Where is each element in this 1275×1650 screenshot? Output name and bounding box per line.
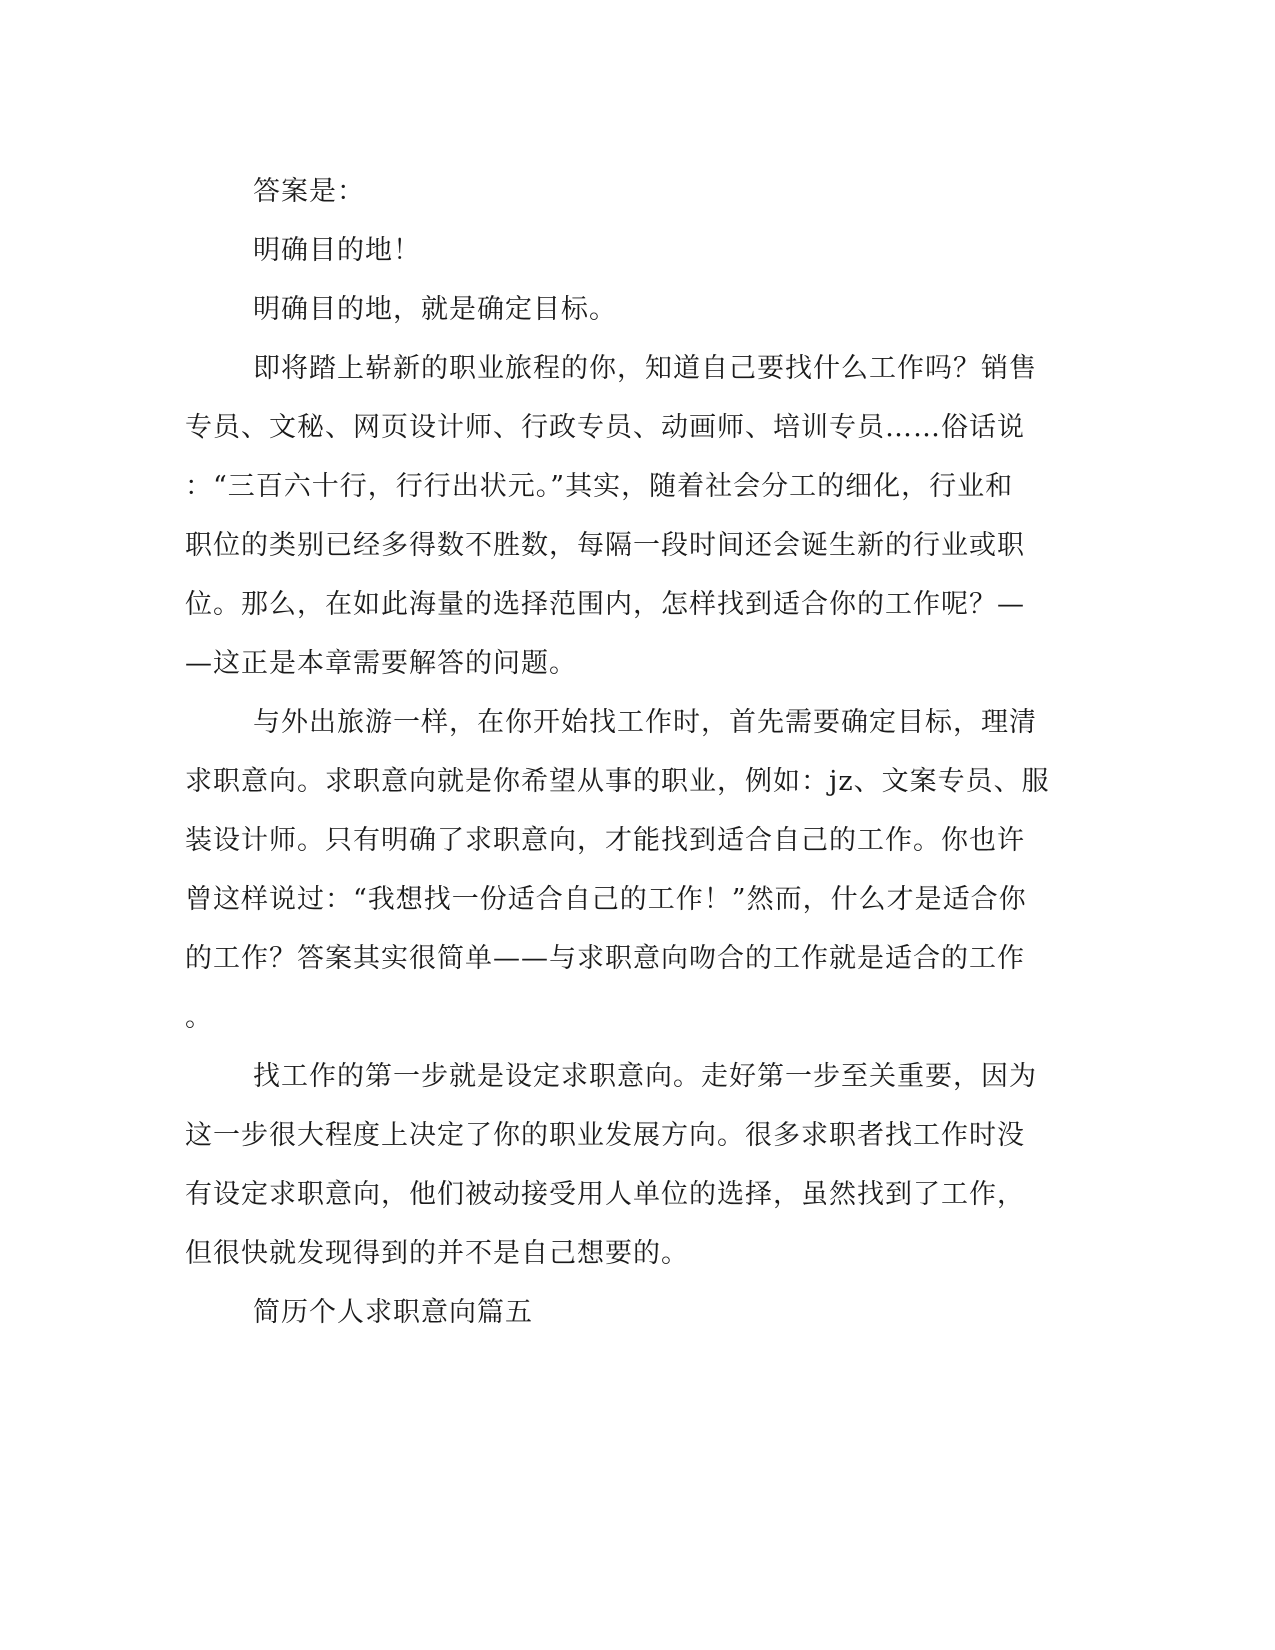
paragraph-3-line-2: 这一步很大程度上决定了你的职业发展方向。很多求职者找工作时没	[185, 1120, 1025, 1151]
paragraph-2-line-2: 求职意向。求职意向就是你希望从事的职业，例如：jz、文案专员、服	[185, 766, 1050, 797]
paragraph-1-line-2: 专员、文秘、网页设计师、行政专员、动画师、培训专员……俗话说	[185, 412, 1025, 443]
section-heading-resume-part-5: 简历个人求职意向篇五	[253, 1297, 533, 1328]
paragraph-1-line-1: 即将踏上崭新的职业旅程的你，知道自己要找什么工作吗？销售	[253, 353, 1037, 384]
paragraph-1-line-5: 位。那么，在如此海量的选择范围内，怎样找到适合你的工作呢？—	[185, 589, 1025, 620]
paragraph-2-line-6: 。	[185, 1002, 213, 1033]
paragraph-3-line-4: 但很快就发现得到的并不是自己想要的。	[185, 1238, 689, 1269]
document-body	[185, 162, 1050, 1342]
text-line-clear-destination: 明确目的地！	[253, 235, 421, 266]
paragraph-3-line-3: 有设定求职意向，他们被动接受用人单位的选择，虽然找到了工作，	[185, 1179, 1025, 1210]
paragraph-2-line-5: 的工作？答案其实很简单——与求职意向吻合的工作就是适合的工作	[185, 943, 1025, 974]
paragraph-1-line-6: —这正是本章需要解答的问题。	[185, 648, 577, 679]
paragraph-1-line-3: ：“三百六十行，行行出状元。”其实，随着社会分工的细化，行业和	[185, 471, 1014, 502]
paragraph-2-line-3: 装设计师。只有明确了求职意向，才能找到适合自己的工作。你也许	[185, 825, 1025, 856]
paragraph-2-line-4: 曾这样说过：“我想找一份适合自己的工作！”然而，什么才是适合你	[185, 884, 1027, 915]
paragraph-1-line-4: 职位的类别已经多得数不胜数，每隔一段时间还会诞生新的行业或职	[185, 530, 1025, 561]
text-line-set-goal: 明确目的地，就是确定目标。	[253, 294, 617, 325]
text-line-answer-label: 答案是：	[253, 176, 365, 207]
paragraph-3-line-1: 找工作的第一步就是设定求职意向。走好第一步至关重要，因为	[253, 1061, 1037, 1092]
paragraph-2-line-1: 与外出旅游一样，在你开始找工作时，首先需要确定目标，理清	[253, 707, 1037, 738]
